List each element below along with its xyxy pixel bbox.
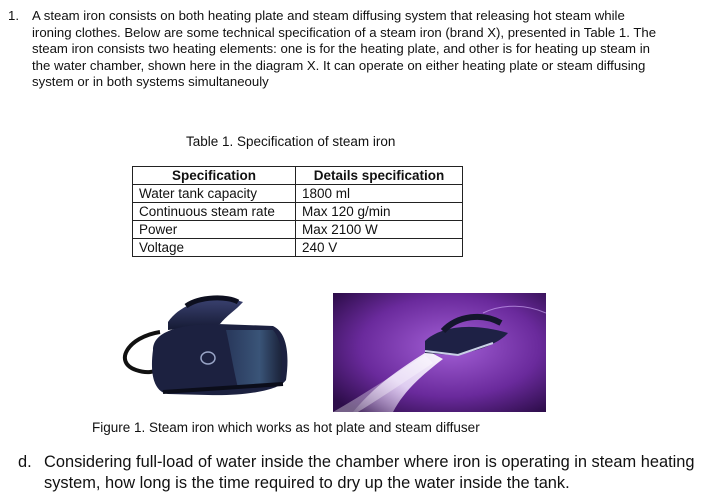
table-header-row	[133, 167, 463, 185]
table-cell: Water tank capacity	[133, 185, 296, 203]
table-cell: 1800 ml	[296, 185, 463, 203]
question-d-text: Considering full-load of water inside the chamber where iron is operating in steam heating system, how long is the time required to dry up the water inside the tank.	[44, 453, 695, 492]
table-row	[133, 185, 463, 203]
question-1	[8, 8, 658, 91]
table-cell: Max 120 g/min	[296, 203, 463, 221]
table-cell: Continuous steam rate	[133, 203, 296, 221]
table-row	[133, 239, 463, 257]
table-header-cell: Details specification	[296, 167, 463, 185]
steam-diffuser-photo	[333, 293, 546, 412]
table-row	[133, 203, 463, 221]
table-caption: Table 1. Specification of steam iron	[186, 134, 396, 149]
question-d	[18, 452, 708, 493]
figure-caption: Figure 1. Steam iron which works as hot plate and steam diffuser	[92, 420, 480, 435]
spec-table	[132, 166, 463, 257]
question-number: 1.	[8, 8, 19, 23]
table-row	[133, 221, 463, 239]
steam-iron-photo	[108, 292, 298, 402]
table-cell: Max 2100 W	[296, 221, 463, 239]
table-cell: Power	[133, 221, 296, 239]
table-cell: 240 V	[296, 239, 463, 257]
question-1-text: A steam iron consists on both heating plate and steam diffusing system that releasing hot steam while ironing clothes. Below are some technical specification of a steam iron (brand X), presented in Table 1. The steam iron consists two heating elements: one is for the heating plate, and other is for heating up steam in the water chamber, shown here in the diagram X. It can operate on either heating plate or steam diffusing system or in both systems simultaneouly	[32, 8, 657, 90]
question-d-label: d.	[18, 453, 32, 471]
table-cell: Voltage	[133, 239, 296, 257]
table-header-cell: Specification	[133, 167, 296, 185]
